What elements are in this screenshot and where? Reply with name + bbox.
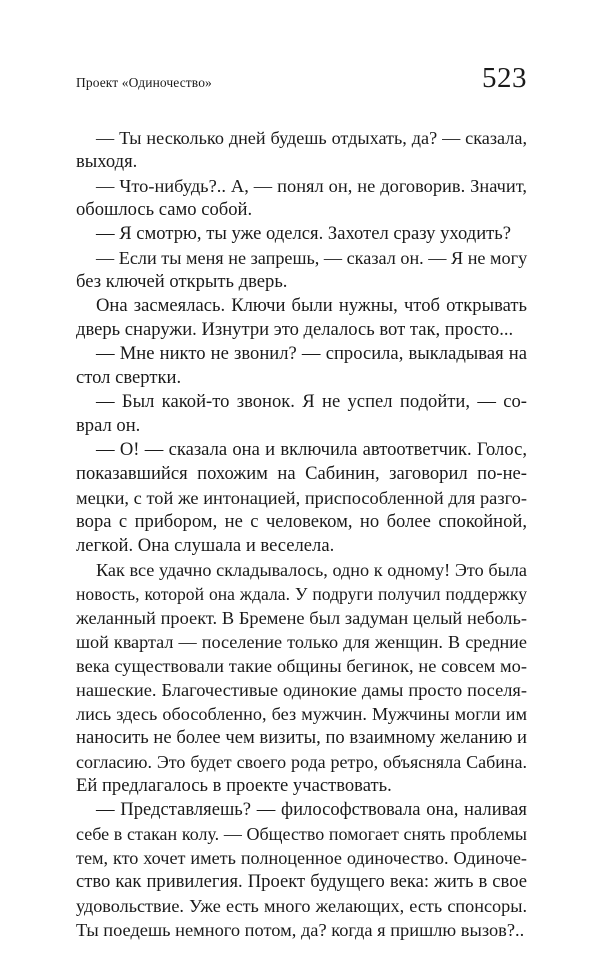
text-line: мецки, с той же интонацией, приспособленной для разго-: [76, 488, 527, 508]
text-line: желанный проект. В Бремене был задуман целый неболь-: [76, 608, 527, 628]
text-line: легкой. Она слушала и веселела.: [76, 535, 335, 556]
text-line: новость, которой она ждала. У подруги получил поддержку: [76, 584, 527, 604]
text-line: обошлось само собой.: [76, 199, 253, 220]
body-text: [76, 126, 527, 942]
text-line: ство как привилегия. Проект будущего века: жить в свое: [76, 871, 527, 892]
text-line: вора с прибором, не с человеком, но более спокойной,: [76, 511, 527, 532]
text-line: тем, кто хочет иметь полноценное одиночество. Одиноче-: [76, 848, 527, 868]
text-line: Ты поедешь немного потом, да? когда я пришлю вызов?..: [76, 920, 525, 940]
text-line: себе в стакан колу. — Общество помогает снять проблемы: [76, 824, 527, 844]
text-line: — Если ты меня не запрешь, — сказал он. — Я не могу: [96, 248, 528, 268]
page-number: 523: [482, 62, 527, 94]
text-line: выходя.: [76, 151, 138, 172]
text-line: удовольствие. Уже есть много желающих, есть спонсоры.: [76, 896, 527, 916]
text-line: Она засмеялась. Ключи были нужны, чтоб открывать: [96, 295, 527, 316]
text-line: лись здесь обособленно, без мужчин. Мужчины могли им: [76, 704, 527, 724]
text-line: врал он.: [76, 415, 141, 436]
text-line: наносить не более чем визиты, по взаимному желанию и: [76, 727, 527, 748]
text-line: — О! — сказала она и включила автоответчик. Голос,: [96, 439, 527, 460]
text-line: — Ты несколько дней будешь отдыхать, да? — сказала,: [96, 128, 527, 148]
text-line: дверь снаружи. Изнутри это делалось вот так, просто...: [76, 319, 514, 340]
text-line: нашеские. Благочестивые одинокие дамы просто поселя-: [76, 680, 527, 700]
text-line: века существовали такие общины бегинок, не совсем мо-: [76, 656, 527, 676]
text-line: Ей предлагалось в проекте участвовать.: [76, 775, 392, 796]
text-line: — Был какой-то звонок. Я не успел подойти, — со-: [96, 391, 527, 412]
text-line: без ключей открыть дверь.: [76, 271, 288, 292]
text-line: стол свертки.: [76, 367, 182, 388]
text-line: — Я смотрю, ты уже оделся. Захотел сразу уходить?: [96, 223, 512, 244]
text-line: — Что-нибудь?.. А, — понял он, не договорив. Значит,: [96, 176, 527, 196]
text-line: Как все удачно складывалось, одно к одному! Это была: [96, 560, 527, 580]
text-line: шой квартал — поселение только для женщин. В средние: [76, 632, 527, 652]
text-line: — Представляешь? — философствовала она, наливая: [96, 799, 527, 820]
running-title: Проект «Одиночество»: [76, 75, 212, 90]
text-line: показавшийся похожим на Сабинин, заговорил по-не-: [76, 463, 527, 484]
text-line: согласию. Это будет своего рода ретро, объясняла Сабина.: [76, 752, 527, 772]
text-line: — Мне никто не звонил? — спросила, выкладывая на: [96, 343, 527, 364]
